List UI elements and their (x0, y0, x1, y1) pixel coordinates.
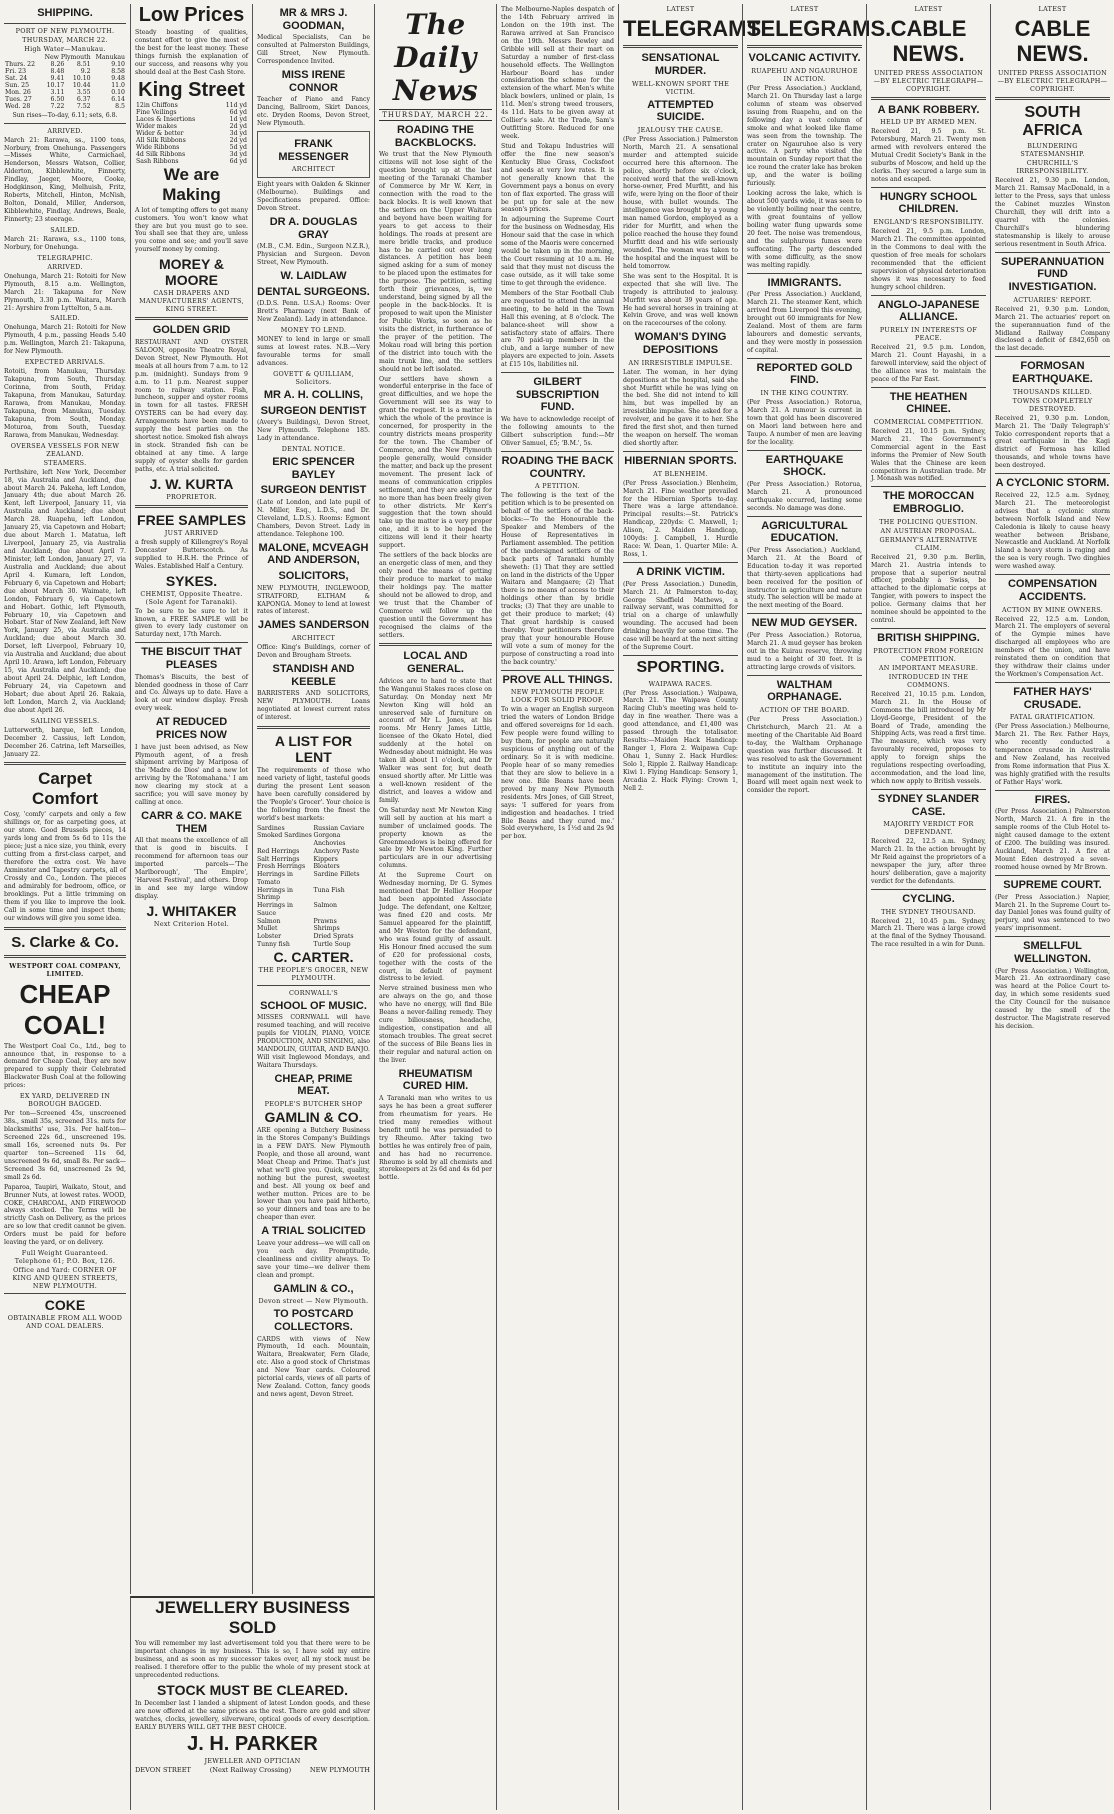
gilbert-text: We have to acknowledge receipt of the following amounts to the Gilbert subscription fund:—Mr Oliver Samuel, £5; 'B.M.', 5s. (501, 416, 614, 447)
superannuation-heading: SUPERANNUATION FUND INVESTIGATION. (1000, 255, 1105, 294)
money-signature: GOVETT & QUILLIAM, Solicitors. (273, 370, 354, 387)
steamers-heading: STEAMERS. (43, 458, 87, 467)
waltham-text: (Per Press Association.) Christchurch, March 21. At a meeting of the Charitable Aid Board to-day, the Waltham Orphanage question was further discussed. It was resolved to ask the Government to institute an inquiry into the management of the institution. The Board will meet again next week to consider the report. (747, 715, 862, 795)
back-country-sub: A PETITION. (535, 482, 580, 491)
hibernian-text: (Per Press Association.) Blenheim, March 21. Fine weather prevailed for the Hibernian Sports to-day. There was a large attendance. Principal results:—St. Patrick's Handicap, 220yds: C. Maxwell, 1; Alison, 2. Maiden Handicap, 100yds: J. Campbell, 1. Hurdle Race: W. Dean, 1. Quarter Mile: A. Ross, 1. (623, 479, 738, 559)
immigrants-text: (Per Press Association.) Auckland, March 21. The steamer Kent, which arrived from Liverpool this evening, brought out 60 immigrants for New Zealand. Most of them are farm labourers and domestic servants, and they were mostly in possession of capital. (747, 291, 862, 354)
volcanic-sub: RUAPEHU AND NGAURUHOE IN ACTION. (751, 66, 858, 83)
music-text: MISSES CORNWALL will have resumed teaching, and will receive pupils for VIOLIN, PIANO, VOICE PRODUCTION, AND SINGING, also MANDOLIN, GUITAR, AND BANJO. Will visit Inglewood Mondays, and Waitara Thursdays. (257, 1014, 370, 1069)
cable-sub: UNITED PRESS ASSOCIATION—BY ELECTRIC TELEGRAPH—COPYRIGHT. (873, 68, 984, 93)
reduced-title: AT REDUCED PRICES NOW (155, 716, 228, 741)
shipping-title: SHIPPING. (37, 7, 93, 19)
jewellery-footer: DEVON STREET (Next Railway Crossing) NEW PLYMOUTH (135, 1766, 370, 1775)
cured-heading: RHEUMATISM CURED HIM. (398, 1067, 473, 1093)
hungry-sub: ENGLAND'S RESPONSIBILITY. (873, 218, 984, 227)
sailing-text: Lutterworth, barque, left London, December 2. Cassius, left London, December 26. Catrina, left Marseilles, January 22. (4, 726, 126, 758)
list-item: 12in Chiffons 11d yd (136, 101, 247, 109)
gamlin-text: ARE opening a Butchery Business in the Stores Company's Buildings in a FEW DAYS. New Plymouth People, and those all around, want Meat Cheap and Prime. That's just what we'll give you. Quick, quality, nothing but the purest, sweetest and best. All young ox beef and wether mutton. Prices are to be lower than you have paid hitherto, so your dinners and teas are to be cheaper than ever. (257, 1127, 370, 1222)
column-cable-2 (990, 4, 1114, 1810)
hungry-text: Received 21, 9.5 p.m. London, March 21. The committee appointed in the Commons to deal with the question of free meals for scholars recommended that the efficient supervision of physical deterioration shows it was necessary to feed hungry school children. (871, 228, 986, 291)
geyser-heading: NEW MUD GEYSER. (751, 617, 858, 630)
moroccan-heading: THE MOROCCAN EMBROGLIO. (882, 490, 975, 516)
arrived-heading: ARRIVED. (47, 126, 83, 135)
compensation-text: Received 22, 12.5 a.m. London, March 21. The employers of several of the Gympie mines have discharged all employees who are members of the union, and have reinstated them on condition that they withdraw their claims under the Workmen's Compensation Act. (995, 615, 1110, 679)
sanderson-sub: ARCHITECT (291, 634, 336, 643)
prove-text: To win a wager an English surgeon tried the waters of London Bridge and offered sovereigns for 1d each. Few people were found willing to buy them, for people are naturally suspicious of anything out of the ordinary. So it is with medicine. People hear of so many remedies that they are slow to believe in a new one. Bile Beans have been proved by many New Plymouth residents. Mrs Jones, of Gill Street, says: 'I suffered for years from indigestion and headaches. I tried Bile Beans and they cured me.' Sold everywhere, 1s 1½d and 2s 9d per box. (501, 706, 614, 841)
sailed-text: March 21: Rarawa, s.s., 1100 tons, Norbury, for Onehunga. (4, 235, 126, 251)
port-heading: PORT OF NEW PLYMOUTH. (15, 26, 115, 35)
column-telegrams-2 (742, 4, 892, 1810)
supreme-court-text: (Per Press Association.) Napier, March 21. In the Supreme Court to-day Daniel Jones was found guilty of perjury, and was sentenced to two years' imprisonment. (995, 893, 1110, 933)
depositions-sub: AN IRRESISTIBLE IMPULSE. (628, 358, 733, 367)
latest-label-4: LATEST (1038, 5, 1067, 13)
cyclonic-heading: A CYCLONIC STORM. (995, 477, 1110, 490)
table-row: Thurs. 22 8.26 8.51 9.10 (5, 60, 125, 68)
geyser-text: (Per Press Association.) Rotorua, March 21. A mud geyser has broken out in the Kuirau reserve, throwing mud to a height of 30 feet. It is attracting large crowds of visitors. (747, 632, 862, 671)
earthquake-text: (Per Press Association.) Rotorua, March 21. A pronounced earthquake occurred, lasting some seconds. No damage was done. (747, 480, 862, 512)
formosan-text: Received 21, 9.30 p.m. London, March 21. The 'Daily Telegraph's' Tokio correspondent reports that a great earthquake in the Kagi district of Formosa has killed thousands, and whole towns have been destroyed. (995, 414, 1110, 470)
westport-prices: Per ton—Screened 45s, unscreened 38s., small 35s, screened 31s. nuts for blacksmiths' use, 31s. Per half-ton—Screened 22s 6d., unscreened 19s. small 16s, screened nuts 9s. Per quarter ton—Screened 11s 6d, unscreened 9s 6d, small 8s. Per sack—Screened 3s 6d, unscreened 2s 9d, small 2s 6d. (4, 1110, 126, 1181)
supreme-court-heading: SUPREME COURT. (1003, 878, 1102, 891)
table-row: Wed. 28 7.22 7.52 8.5 (5, 102, 125, 110)
jealousy-sub: JEALOUSY THE CAUSE. (637, 125, 724, 134)
hibernian-sub: AT BLENHEIM. (653, 469, 708, 478)
murder-text-2: She was sent to the Hospital. It is expected that she will live. The tragedy is attributed to jealousy. Murfitt was about 39 years of age. He had several horses in training at Kelvin Grove, and was well known on the racecourses of the colony. (623, 272, 738, 328)
tel-sailed-text: Onehunga, March 21: Rotoiti for New Plymouth, 4 p.m., passing Heads 5.40 p.m. Wellington, March 21: Takapuna, for New Plymouth. (4, 324, 126, 356)
telegraphic-heading: TELEGRAPHIC. (37, 253, 93, 262)
compensation-heading: COMPENSATION ACCIDENTS. (1007, 578, 1098, 603)
postcard-title: TO POSTCARD COLLECTORS. (273, 1308, 354, 1333)
column-telegrams-1 (618, 4, 762, 1810)
table-row: Sun. 25 10.17 10.44 11.0 (5, 81, 125, 89)
lent-text: The requirements of those who need variety of light, tasteful goods during the present Lent season have been carefully considered by the 'People's Grocer'. Your choice is the following from the finest the world's best markets: (257, 766, 370, 822)
prove-heading: PROVE ALL THINGS. (502, 673, 613, 686)
oversea-text: Perthshire, left New York, December 18, via Australia and Auckland, due about March 24. Pakeha, left London, January 4th; due about March 26. Kent, left Liverpool, January 11, via Australia and Auckland; due about March 28. Ruapehu, left London, January 25, via Capetown and Hobart; due about March 1. Matatua, left Liverpool, January 25, via Australia and Auckland; due about April 7. Minister, left London, January 27, via Australia and Auckland; due about April 4. Kumara, left London, February 6, via Capetown and Hobart; due about March 30. Waimate, left London, February 6, via Capetown and Hobart. Gothic, left Plymouth, February 10, via Capetown and Hobart. Star of New Zealand, left New York, January 25, via Australia and Auckland; due about March 30. Dorset, left Liverpool, February 10, via Australia and Auckland; due about April 10. Arawa, left London, February 15, via Australia and Auckland; due about April 24. Delphic, left London, February 24, via Capetown and Hobart; due about April 26. Rakaia, left London, March 2, via Auckland; due about April 26. (4, 468, 126, 714)
column-shipping (0, 4, 130, 1810)
news-text-3: In adjourning the Supreme Court for the business on Wednesday, His Honour said that the case in which some of the Maoris were concerned would be taken up in the morning, the Court resuming at 10 a.m. He said that they must not discuss the case outside, as it will take some time to get through the evidence. (501, 216, 614, 287)
cycling-sub: THE SYDNEY THOUSAND. (881, 907, 976, 916)
agricultural-heading: AGRICULTURAL EDUCATION. (761, 519, 848, 545)
back-country-text: The following is the text of the petition which is to be presented on behalf of the settlers of the back-blocks:—'To the Honourable the Speaker and Members of the House of Representatives in Parliament assembled. The petition of the undersigned settlers of the back parts of Taranaki humbly sheweth: (1) That they are settled on land in the districts of the Upper Waitara and Mangaere; (2) That there is no means of access to their holdings other than by bridle tracks; (3) That they are unable to get their produce to market; (4) That great hardship is caused thereby. Your petitioners therefore pray that your honourable House will vote a sum of money for the purpose of constructing a road into the back country.' (501, 492, 614, 666)
shipping-news-sub-3: INTRODUCED IN THE COMMONS. (888, 672, 969, 689)
compensation-sub: ACTION BY MINE OWNERS. (1001, 605, 1103, 614)
list-item: All Silk Ribbons 2d yd (136, 136, 247, 144)
tel-sailed-heading: SAILED. (50, 314, 80, 323)
gray-text: (M.B., C.M. Edin., Surgeon N.Z.R.), Physician and Surgeon. Devon Street, New Plymouth. (257, 243, 370, 267)
gold-sub: IN THE KING COUNTRY. (760, 388, 849, 397)
prove-sub: NEW PLYMOUTH PEOPLE LOOK FOR SOLID PROOF. (510, 688, 605, 705)
column-ads-2 (252, 4, 374, 1594)
tide-heading: High Water—Manukau. (24, 44, 106, 53)
waltham-heading: WALTHAM ORPHANAGE. (767, 678, 842, 704)
free-samples-sub: JUST ARRIVED (164, 528, 219, 537)
dental-notice: DENTAL NOTICE. (281, 445, 346, 454)
carter-sub: THE PEOPLE'S GROCER, NEW PLYMOUTH. (258, 965, 369, 982)
biscuit-title: THE BISCUIT THAT PLEASES (141, 646, 242, 671)
formosan-sub: THOUSANDS KILLED. (1012, 387, 1093, 396)
biscuit-text: Thomas's Biscuits, the best of blended goodness in those of Carr and Co. Always up to date. Have a look at our window display. Fresh every week. (135, 673, 248, 713)
laidlaw-text: (D.D.S. Penn. U.S.A.) Rooms: Over Brett's Pharmacy (next Bank of New Zealand). Lady in attendance. (257, 300, 370, 324)
volcanic-text: (Per Press Association.) Auckland, March 21. On Thursday last a large column of steam was observed issuing from Ruapehu, and on the following day a vast column of smoke and what looked like flame was seen from the township. The crater on Ngauruhoe also is very active. A party who visited the mountain on Sunday report that the ice round the crater lake has broken up, and the water is boiling furiously. (747, 84, 862, 188)
table-row: Sat. 24 9.41 10.10 9.48 (5, 74, 125, 82)
postcard-text: CARDS with views of New Plymouth, 1d each. Mountain, Waitara, Breakwater, Fern Glade, etc. Also a good stock of Christmas and New Year cards. Coloured pictorial cards, views of all parts of New Zealand. Cotton, fancy goods and news agent, Devon Street. (257, 1335, 370, 1399)
column-ads-1 (130, 4, 252, 1594)
local-text-4: Nerve strained business men who are always on the go, and those who have no energy, will find Bile Beans a never-failing remedy. They cure biliousness, headache, indigestion, constipation and all stomach troubles. The great secret of the success of Bile Beans lies in their regular and natural action on the liver. (379, 985, 492, 1064)
king-street-title: King Street (138, 78, 245, 101)
depositions-text: Later. The woman, in her dying depositions at the hospital, said she shot Murfitt while he was lying on the bed. She did not intend to kill him, but was impelled by an irresistible impulse. She asked for a revolver, and he gave it to her. She fired the first shot, and then turned the weapon on herself. The woman died shortly after. (623, 368, 738, 448)
collins-heading: SURGEON DENTIST (260, 404, 367, 417)
south-africa-heading: SOUTH AFRICA (1022, 103, 1083, 139)
gray-title: DR A. DOUGLAS GRAY (269, 216, 358, 241)
column-news (496, 4, 618, 1810)
news-text-2: Stud and Tokapu Industries will offer the fine new season's Kentucky Blue Grass, Cocksfoot and seeds at very low rates. It is not generally known that the Government pays a bonus on every ton of flax exported. The grass will be put up for sale at the new season's prices. (501, 142, 614, 214)
shipping-date: THURSDAY, MARCH 22. (22, 35, 108, 44)
messenger-title: FRANK MESSENGER (278, 138, 349, 163)
waipawa-text: (Per Press Association.) Waipawa, March 21. The Waipawa County Racing Club's meeting was held to-day in fine weather. There was a good attendance, and £1,400 was passed through the totalisator. Results:—Maiden Hack Handicap: Ranger 1, Flora 2. Waipawa Cup: Ohau 1, Sunny 2. Hack Hurdles: Solo 1, Ripple 2. Railway Handicap: Kiwi 1. Flying Handicap: Sensory 1, Arcadia 2. Hack Flying: Crown 1, Nell 2. (623, 689, 738, 792)
smellful-text: (Per Press Association.) Wellington, March 21. An extraordinary case was heard at the Police Court to-day, in which some residents sued the City Council for the nuisance caused by the smell of the destructor. The Magistrate reserved his decision. (995, 967, 1110, 1031)
free-samples-title: FREE SAMPLES (137, 511, 246, 528)
drink-heading: A DRINK VICTIM. (636, 566, 725, 579)
trial-text: Leave your address—we will call on you each day. Promptitude, cleanliness and civility always. To save your time—we deliver them clean and prompt. (257, 1239, 370, 1279)
volcanic-text-2: Looking across the lake, which is about 500 yards wide, it was seen to be violently boiling near the centre, with great fountains of yellow boiling water flung upwards some 20 feet. The noise was tremendous, and the sulphurous fumes were suffocating. The party descended with some difficulty, as the snow was melting rapidly. (747, 190, 862, 269)
standish-text: BARRISTERS AND SOLICITORS, NEW PLYMOUTH. Loans negotiated at lowest current rates of interest. (257, 690, 370, 722)
list-item: Wide Ribbons 5d yd (136, 143, 247, 151)
cycling-text: Received 21, 10.45 p.m. Sydney, March 21. There was a large crowd at the final of the Sydney Thousand. The race resulted in a win for Dunn. (871, 917, 986, 949)
cured-text: A Taranaki man who writes to us says he has been a great sufferer from rheumatism for years. He tried many remedies without benefit until he was persuaded to try Rheumo. After taking two bottles he was entirely free of pain, and has had no recurrence. Rheumo is sold by all chemists and storekeepers at 2s 6d and 4s 6d per bottle. (379, 1095, 493, 1182)
list-item: Wider makes 2d yd (136, 122, 247, 130)
latest-label-2: LATEST (790, 5, 819, 13)
sykes-sub: CHEMIST, Opposite Theatre. (Sole Agent for Taranaki). (140, 589, 243, 606)
smellful-heading: SMELLFUL WELLINGTON. (1014, 940, 1091, 965)
westport-weight: Full Weight Guaranteed. Telephone 61; P.O. Box, 126. (14, 1249, 116, 1266)
cable-title: CABLE NEWS. (890, 16, 967, 67)
laidlaw-title: W. LAIDLAW (280, 270, 347, 283)
bayley-heading: SURGEON DENTIST (260, 484, 367, 497)
alliance-sub: PURELY IN INTERESTS OF PEACE. (879, 325, 978, 342)
fires-heading: FIRES. (1034, 793, 1071, 806)
gold-text: (Per Press Association.) Rotorua, March 21. A rumour is current in town that gold has been discovered on Maori land between here and Taupo. A number of men are leaving for the locality. (747, 398, 862, 446)
fires-text: (Per Press Association.) Palmerston North, March 21. A fire in the sample rooms of the Club Hotel to-night caused damage to the extent of £200. The building was insured. Auckland, March 21. A fire at Mount Eden destroyed a seven-roomed house owned by Mr Brown. (995, 808, 1110, 871)
sporting-heading: SPORTING. (636, 659, 725, 677)
editorial-heading: ROADING THE BACKBLOCKS. (394, 124, 477, 149)
local-text-3: At the Supreme Court on Wednesday morning, Dr G. Symes mentioned that Dr Hellier Hooper had been appointed Associate Judge. The defendant, one Keltzer, was fined £20 and costs. Mr Samuel appeared for the plaintiff, and Mr Weston for the defendant, who was found guilty of assault. His Honour fined accused the sum of £20 for professional costs, together with the costs of the court, in default of payment distress to be levied. (379, 872, 492, 983)
hays-text: (Per Press Association.) Melbourne, March 21. The Rev. Father Hays, who recently conducted a temperance crusade in Australia and New Zealand, has received from Rome information that Pius X. was highly gratified with the results of Father Hays' work. (995, 723, 1110, 786)
dental-surgeons-title: DENTAL SURGEONS. (257, 285, 370, 298)
telegrams-title: TELEGRAMS (623, 16, 762, 41)
whitaker-sub: Next Criterion Hotel. (153, 919, 230, 928)
gamlin-title: GAMLIN & CO. (264, 1109, 363, 1125)
slander-heading: SYDNEY SLANDER CASE. (877, 793, 980, 818)
tel-arrived-heading: ARRIVED. (47, 262, 83, 271)
sailed-heading: SAILED. (50, 225, 80, 234)
chinee-text: Received 21, 10.15 p.m. Sydney, March 21. The Government's Commercial agent in the East informs the Premier of New South Wales that the Chinese are keen competitors in Australian trade. Mr J. Monash was notified. (871, 427, 986, 483)
jewellery-title: JEWELLERY BUSINESS SOLD (155, 1598, 350, 1637)
shipping-news-text: Received 21, 10.15 p.m. London, March 21. In the House of Commons the bill introduced by Mr Lloyd-George, President of the Board of Trade, amending the Shipping Acts, was read a first time. The measure, which was very favourably received, proposes to apply to foreign ships the regulations respecting overloading, accommodation, and the load line, which now apply to British vessels. (871, 690, 986, 786)
latest-label: LATEST (666, 5, 695, 13)
hays-sub: FATAL GRATIFICATION. (1009, 713, 1096, 722)
back-country-heading: ROADING THE BACK COUNTRY. (501, 454, 614, 480)
carr-text: All that means the excellence of all that is good in biscuits. I recommend for afternoon teas our imported parcels—'The Marlborough', 'The Empire', 'Harvest Festival', and others. Drop in and see my large window display. (135, 837, 248, 900)
robbery-sub: HELD UP BY ARMED MEN. (880, 118, 977, 127)
news-text-4: Members of the Star Football Club are requested to attend the annual meeting, to be held in the Town Hall this evening, at 8 o'clock. The balance-sheet will show a satisfactory state of affairs. There are 70 paid-up members in the club, and a large number of new players are expected to join. Assets at £15 10s, liabilities nil. (501, 289, 614, 369)
editorial-text-1: We trust that the New Plymouth citizens will not lose sight of the question brought up at the last meeting of the Taranaki Chamber of Commerce by Mr W. Kerr, in connection with the road to the back blocks. It is well known that the settlers on the Upper Waitara and beyond have been waiting for years to get access to their holdings. The roads at present are mere bridle tracks, and produce has to be carried out over long distances. A petition has been signed asking for a sum of money to be placed upon the estimates for the purpose. The petition, setting forth their grievances, is, we understand, being signed by all the people in the back-blocks. It is proposed to wait upon the Minister for Public Works, so soon as he visits the district, in furtherance of the prayer of the petition. The Mokau road will bring this portion of the district into touch with the main trunk line, and the settlers should not be left isolated. (379, 151, 492, 373)
arrived-text: March 21: Rarawa, ss., 1100 tons, Norbury, from Onehunga. Passengers—Misses White, Carmichael, Henderson, Messrs Watson, Collier, Alderton, Kibblewhite, Finnerty, Findlay, Jaeger, Moore, Cooke, Hodgkinson, King, Melhuish, Fritz, Roberts, Mitchell, Hinton, McNish, Bolton, Donald, Miller, Anderson, Kibblewhite, Findlay, Andrews, Beale, Finnerty; 23 steerage. (4, 136, 126, 223)
superannuation-sub: ACTUARIES' REPORT. (1013, 295, 1092, 304)
slander-sub: MAJORITY VERDICT FOR DEFENDANT. (883, 820, 974, 837)
drink-text: (Per Press Association.) Dunedin, March 21. At Palmerston to-day, George Sheffield Mathews, a railway servant, was committed for trial on a charge of unlawfully wounding. The accused had been drinking heavily for some time. The case will be heard at the next sitting of the Supreme Court. (623, 580, 738, 652)
carr-title: CARR & CO. MAKE THEM (141, 810, 242, 835)
volcanic-heading: VOLCANIC ACTIVITY. (748, 52, 861, 65)
carpet-text: Cosy, 'comfy' carpets and only a few shillings or, for as carpeting goes, at our store. Good Brussels pieces, 14 yards long and from 5s 6d to 11s the piece; just a nice size, you think, every cutting from a first-class carpet, and therefore the extra cost. We have Axminster and Tapestry carpets, all of Crossly and Co., London. The pieces and admirably for bedroom, office, or brooklings. Put a little trimming on them if you like to improve the look. Call in some time and inspect them; our windows will give you some idea. (4, 811, 126, 922)
tide-table: New Plymouth Manukau Thurs. 22 8.26 8.51 9.10 Fri. 23 8.48 9.2 8.58 Sat. 24 9.41 10.10 9.48 Sun. 25 10.17 10.44 11.0 Mon. 26 3.11 3.55 0.10 Tues. 27 6.50 6.37 6.14 Wed. 28 7.22 7.52 8.5 (5, 53, 125, 110)
moroccan-text: Received 21, 9.30 p.m. Berlin, March 21. Austria intends to propose that a superior neutral officer, probably a Swiss, be attached to the diplomatic corps at Tangier, with powers to inspect the police. Germany claims that her nominee should be appointed to the control. (871, 553, 986, 625)
murder-sub: WELL-KNOWN SPORT THE VICTIM. (631, 79, 730, 96)
kurta-sub: PROPRIETOR. (166, 492, 217, 501)
making-title: We are Making (162, 164, 221, 204)
golden-grid-title: GOLDEN GRID (152, 324, 231, 337)
gamlin2-title: GAMLIN & CO., (273, 1282, 354, 1295)
carpet-title: Carpet Comfort (31, 769, 99, 809)
messenger-ad (257, 131, 370, 178)
coke-sub: OBTAINABLE FROM ALL WOOD AND COAL DEALERS. (7, 1314, 123, 1331)
carter-title: C. CARTER. (273, 948, 354, 965)
list-item: Fine Veilings 6d yd (136, 108, 247, 116)
shipping-news-heading: BRITISH SHIPPING. (877, 632, 980, 645)
morey-title: MOREY & MOORE (158, 256, 225, 289)
morey-sub: CASH DRAPERS AND MANUFACTURERS' AGENTS, KING STREET. (139, 289, 244, 314)
low-prices-title: Low Prices (138, 4, 245, 26)
latest-label-3: LATEST (914, 5, 943, 13)
shipping-news-sub: PROTECTION FROM FOREIGN COMPETITION. (873, 646, 984, 663)
hungry-heading: HUNGRY SCHOOL CHILDREN. (879, 190, 978, 216)
tel-arrived-text: Onehunga, March 21: Rotoiti for New Plymouth, 8.15 a.m. Wellington, March 21: Takapuna for New Plymouth, 3.30 p.m. Waitara, March 21: Ayrshire from Lyttelton, 5 a.m. (4, 272, 126, 312)
money-heading: MONEY TO LEND. (280, 326, 347, 335)
music-heading: CORNWALL'S (288, 988, 339, 997)
cyclonic-text: Received 22, 12.5 a.m. Sydney, March 21. The meteorologist advises that a cyclonic storm between Norfolk Island and New Caledonia is likely to cause heavy weather between Brisbane, Newcastle and Auckland. At Norfolk Island a heavy storm is raging and the sea is very rough. Two dinghies were washed away. (995, 491, 1110, 571)
malone-title: MALONE, MCVEAGH AND ANDERSON, (258, 541, 369, 567)
trial-title: A TRIAL SOLICITED (261, 1225, 366, 1238)
sykes-title: SYKES. (165, 572, 218, 589)
jewellery-ad (130, 1596, 374, 1810)
table-row: Mon. 26 3.11 3.55 0.10 (5, 88, 125, 96)
immigrants-heading: IMMIGRANTS. (767, 276, 842, 289)
malone-text: NEW PLYMOUTH, INGLEWOOD, STRATFORD, ELTHAM & KAPONGA. Money to lend at lowest rates of interest. (257, 584, 370, 616)
news-text-1: The Melbourne-Naples despatch of the 14th February arrived in London on the 19th inst. The Rarawa arrived at San Francisco on the 19th. Messrs Bewley and Gribble will sell at their mart on Saturday a number of first-class household effects. The Wellington Harbour Board has under consideration the scheme for the extension of the wharf. Men's white black bowlers, unlined or plain, 1s 11d. Men's strong tweed trousers, 4s 11d. Hats to be given away at Collier's sale. At the Trade, Sam's Outfitting Store. Reduced for one week. (501, 6, 614, 140)
slander-text: Received 22, 12.5 a.m. Sydney, March 21. In the action brought by Mr Reid against the proprietors of a newspaper the jury, after three hours' deliberation, gave a majority verdict for the defendants. (871, 838, 986, 885)
bayley-title: ERIC SPENCER BAYLEY (272, 456, 355, 481)
jewellery-text-2: In December last I landed a shipment of latest London goods, and these are now offered at the same prices as the rest. There are gold and silver watches, clocks, jewellery, silverware, optical goods of every description. EARLY BUYERS WILL GET THE BEST CHOICE. (135, 1699, 370, 1731)
chinee-sub: COMMERCIAL COMPETITION. (873, 417, 984, 426)
table-row: Tues. 27 6.50 6.37 6.14 (5, 95, 125, 103)
expected-heading: EXPECTED ARRIVALS. (24, 358, 106, 367)
low-prices-text: Steady boasting of qualities, constant effort to give the most of the best for the least money. These things furnish the explanation of our success, and reasons why you should deal at the Best Cash Store. (135, 29, 248, 76)
cycling-heading: CYCLING. (902, 892, 955, 905)
sanderson-text: Office: King's Buildings, corner of Devon and Brougham Streets. (257, 644, 370, 659)
lent-title: A LIST FOR LENT (274, 732, 353, 765)
formosan-sub-2: TOWNS COMPLETELY DESTROYED. (1012, 396, 1093, 413)
cable-sub-2: UNITED PRESS ASSOCIATION—BY ELECTRIC TELEGRAPH—COPYRIGHT. (997, 68, 1108, 93)
murder-text: (Per Press Association.) Palmerston North, March 21. A sensational murder and attempted suicide occurred here this afternoon. The police, shortly before six o'clock, received word that the well-known horse-owner, Fred Murfitt, and his wife, were lying on the floor of their house, with bullet wounds. The intelligence was brought by a young man named Gordon, employed as a rider for Murfitt, and when the police reached the house they found Murfitt dead and his wife seriously wounded. The woman was taken to the hospital and the inquest will be held tomorrow. (623, 135, 738, 270)
gilbert-heading: GILBERT SUBSCRIPTION FUND. (515, 376, 600, 414)
masthead: The Daily News (392, 8, 479, 107)
local-text-1: Advices are to hand to state that the Wanganui Stakes races close on Saturday. On Monday next Mr Newton King will hold an unreserved sale of furniture on account of Mr L. Jones, at his rooms. Mr Henry James Little, licensee of the Okato Hotel, died suddenly at the hotel on Wednesday about midnight. He was taken ill about 11 o'clock, and Dr Walker was sent for, but death ensued shortly after. Mr Little was a well-known resident of the district, and leaves a widow and family. (379, 677, 492, 804)
murder-heading: SENSATIONAL MURDER. (641, 52, 720, 77)
south-africa-sub: BLUNDERING STATESMANSHIP. (1020, 142, 1085, 159)
moroccan-sub-2: AN AUSTRIAN PROPOSAL. (880, 526, 977, 535)
local-general-heading: LOCAL AND GENERAL. (403, 650, 468, 676)
connor-title: MISS IRENE CONNOR (281, 69, 346, 94)
westport-text: The Westport Coal Co., Ltd., beg to announce that, in response to a demand for Cheap Coal, they are now prepared to supply their Celebrated Blackwater Bush Coal at the following prices: (4, 1042, 126, 1090)
alliance-text: Received 21, 9.5 p.m. London, March 21. Count Hayashi, in a farewell interview, said the object of the alliance was to maintain the peace of the Far East. (871, 343, 986, 383)
expected-text: Rotoiti, from Manukau, Thursday. Takapuna, from South, Thursday. Corinna, from South, Friday. Takapuna, from Manukau, Saturday. Rarawa, from Manukau, Monday. Takapuna, from Manukau, Tuesday. Takapuna, from South, Monday. Moturoa, from South, Tuesday. Rarawa, from Manukau, Wednesday. (4, 368, 126, 439)
telegrams-title-2: TELEGRAMS. (747, 16, 892, 41)
editorial-text-2: Our settlers have shown a wonderful enterprise in the face of great difficulties, and we hope the Government will see its way to grant the request. It is a matter in which the whole of the province is concerned, for prosperity in the country districts means prosperity for the town. The Chamber of Commerce, and the New Plymouth people generally, would consider the matter, and back up the present movement. The present lack of means of communication cripples settlement, and they are asking for no more than has been freely given to other districts. Mr Kerr's suggestion that the town should take up the matter is a very proper one, and it is to be hoped the citizens will lend it their hearty support. (379, 375, 492, 550)
collins-title: MR A. H. COLLINS, (263, 389, 364, 402)
shipping-news-sub-2: AN IMPORTANT MEASURE. (878, 663, 979, 672)
connor-text: Teacher of Piano and Fancy Dancing, Ballroom, Skirt Dances, etc. Dryden Rooms, Devon Street, New Plymouth. (257, 96, 370, 128)
bayley-text: (Late of London, and late pupil of N. Miller, Esq., L.D.S., and Dr. Cleveland, L.D.S.). Rooms: Egmont Chambers, Devon Street. Lady in attendance. Telephone 100. (257, 499, 370, 538)
westport-extra: Paparoa, Taupiri, Waikato, Stout, and Brunner Nuts, at lowest rates. WOOD, COKE, CHARCOAL, AND FIREWOOD always stocked. The Terms will be strictly Cash on Delivery, as the prices are so low that credit cannot be given. Orders must be paid for before leaving the yard, or on delivery. (4, 1183, 126, 1247)
clarke-title: S. Clarke & Co. (11, 933, 119, 951)
hays-heading: FATHER HAYS' CRUSADE. (1013, 686, 1092, 711)
parker-title: J. H. PARKER (187, 1733, 318, 1756)
oversea-heading: OVERSEA VESSELS FOR NEW ZEALAND. (10, 441, 120, 458)
westport-yard: EX YARD, DELIVERED IN BOROUGH BAGGED. (19, 1092, 111, 1109)
reduced-text: I have just been advised, as New Plymouth agent, of a fresh shipment arriving by Mariposa of the 'Madre de Dios' and a new lot arriving by the 'Rotomahana.' I am now clearing my stock at a sacrifice; you will save money by calling at once. (135, 743, 248, 807)
parker-sub: JEWELLER AND OPTICIAN (204, 1757, 301, 1766)
sykes-text: To be sure to be sure to let it known, a FREE SAMPLE will be given to every lady customer on Saturday next, 17th March. (135, 607, 248, 639)
alliance-heading: ANGLO-JAPANESE ALLIANCE. (877, 298, 980, 324)
suicide-heading: ATTEMPTED SUICIDE. (647, 98, 714, 124)
sun-times: Sun rises—To-day, 6.11; sets, 6.8. (12, 111, 118, 119)
goodman-title: MR & MRS J. GOODMAN, (279, 7, 348, 32)
depositions-heading: WOMAN'S DYING DEPOSITIONS (634, 331, 727, 356)
robbery-text: Received 21, 9.5 p.m. St. Petersburg, March 21. Twenty men armed with revolvers entered the Mutual Credit Society's Bank in the suburbs of Moscow, and held up the clerks. They secured a large sum in notes and escaped. (871, 128, 986, 183)
gold-heading: REPORTED GOLD FIND. (756, 361, 853, 387)
lent-items: Sardines Russian Caviare Smoked Sardines Gorgona Anchovies Red Herrings Anchovy Paste Salt Herrings Kippers Fresh Herrings Bloaters Herrings in Tomato Sardine Fillets Herrings in Shrimp Tuna Fish Herrings in Sauce Salmon Salmon Prawns Mullet Shrimps Lobster Dried Sprats Tunny fish Turtle Soup (257, 824, 365, 948)
goodman-text: Medical Specialists, Can be consulted at Palmerston Buildings, Gill Street, New Plymouth. Correspondence Invited. (257, 34, 370, 66)
list-item: Sash Ribbons 6d yd (136, 157, 247, 165)
golden-grid-text: RESTAURANT AND OYSTER SALOON, opposite Theatre Royal, Devon Street, New Plymouth. Hot meals at all hours from 7 a.m. to 12 p.m. (midnight). Sundays from 9 a.m. to 11 p.m. Nearest supper room to railway station. Fish, luncheon, supper and oyster rooms in town for all tastes. FRESH OYSTERS can be had every day. Arrangements have been made to supply the best parties on the shortest notice. Smoked fish always in stock. Stranded fish can be obtained at any time. A large supply of oyster shells for garden paths, etc. A trial solicited. (135, 338, 248, 473)
south-africa-sub-2: CHURCHILL'S IRRESPONSIBILITY. (1016, 159, 1089, 176)
waipawa-sub: WAIPAWA RACES. (648, 679, 713, 688)
messenger-sub: ARCHITECT (291, 165, 336, 174)
moroccan-sub: THE POLICING QUESTION. (879, 517, 978, 526)
messenger-text: Eight years with Oakden & Skinner (Melbourne). Buildings and Specifications prepared. Office: Devon Street. (257, 181, 370, 213)
stock-title: STOCK MUST BE CLEARED. (156, 1681, 349, 1698)
price-list (135, 102, 248, 165)
money-text: MONEY to lend in large or small sums at lowest rates. N.B.—Very favourable terms for small advances. (257, 336, 370, 368)
meat-title: CHEAP, PRIME MEAT. (274, 1072, 353, 1098)
waltham-sub: ACTION OF THE BOARD. (759, 705, 850, 714)
standish-title: STANDISH AND KEEBLE (272, 662, 355, 688)
moroccan-sub-3: GERMANY'S ALTERNATIVE CLAIM. (879, 535, 978, 552)
kurta-title: J. W. KURTA (149, 475, 234, 492)
hibernian-heading: HIBERNIAN SPORTS. (624, 455, 737, 468)
editorial-text-3: The settlers of the back blocks are an energetic class of men, and they only need the means of getting their produce to market to make their holdings pay. The matter should not be allowed to drop, and we trust that the Chamber of Commerce will follow up the question until the Government has recognised the claims of the settlers. (379, 552, 492, 639)
superannuation-text: Received 21, 9.30 p.m. London, March 21. The actuaries' report on the superannuation fund of the Midland Railway Company disclosed a deficit of £842,650 on the last decade. (995, 305, 1110, 353)
sailing-heading: SAILING VESSELS. (30, 716, 100, 725)
formosan-heading: FORMOSAN EARTHQUAKE. (1012, 360, 1093, 385)
list-item: Wider & better 3d yd (136, 129, 247, 137)
cable-title-2: CABLE NEWS. (1014, 16, 1091, 67)
coke-title: COKE (44, 1297, 86, 1314)
list-item: 4d Silk Ribbons 3d yd (136, 150, 247, 158)
edition-date: THURSDAY, MARCH 22. (379, 109, 492, 121)
malone-heading: SOLICITORS, (278, 570, 349, 583)
column-cable-1 (866, 4, 990, 1810)
list-item: Laces & Insertions 1d yd (136, 115, 247, 123)
westport-office: Office and Yard: CORNER OF KING AND QUEEN STREETS, NEW PLYMOUTH. (12, 1266, 118, 1291)
local-text-2: On Saturday next Mr Newton King will sell by auction at his mart a number of unclaimed goods. The property known as the Greenmeadows is being offered for sale by Mr Newton King. Further particulars are in our advertising columns. (379, 806, 492, 870)
robbery-heading: A BANK ROBBERY. (877, 103, 980, 116)
music-title: SCHOOL OF MUSIC. (260, 999, 367, 1012)
meat-sub: PEOPLE'S BUTCHER SHOP (264, 1100, 363, 1108)
agricultural-text: (Per Press Association.) Auckland, March 21. At the Board of Education to-day it was reported that thirty-seven applications had been received for the position of instructor in agriculture and nature study. The selection will be made at the next meeting of the Board. (747, 546, 862, 610)
chinee-heading: THE HEATHEN CHINEE. (889, 390, 968, 416)
south-africa-text: Received 21, 9.30 p.m. London, March 21. Ramsay MacDonald, in a letter to the Press, says that unless the Cabinet muzzles Winston Churchill, they will drift into a quarrel with the colonies. Churchill's blundering statesmanship is likely to arouse serious resentment in South Africa. (995, 177, 1110, 248)
gamlin2-sub: Devon street — New Plymouth. (258, 1297, 369, 1306)
column-editorial (374, 4, 496, 1810)
earthquake-heading: EARTHQUAKE SHOCK. (765, 453, 844, 479)
jewellery-text: You will remember my last advertisement told you that there were to be important changes in my business. This is so, I have sold my entire business, and as soon as my successor takes over, all my stock must be realised. I therefore offer to the public the whole of my present stock at unprecedented reductions. (135, 1640, 370, 1679)
cheap-coal-title: CHEAP COAL! (19, 978, 111, 1040)
making-text: A lot of tempting offers to get many customers. You won't know what they are but you must go to see. You shall see that they are, unless you come and see; and you'll save yourself money by coming. (135, 206, 248, 254)
westport-title: WESTPORT COAL COMPANY, LIMITED. (9, 961, 121, 978)
whitaker-title: J. WHITAKER (146, 902, 237, 919)
table-row: Fri. 23 8.48 9.2 8.58 (5, 67, 125, 75)
free-samples-text: a fresh supply of Killengrey's Royal Doncaster Butterscotch. As supplied to H.R.H. the Prince of Wales. Established Half a Century. (135, 538, 248, 570)
collins-text: (Avery's Buildings), Devon Street, New Plymouth. Telephone 185. Lady in attendance. (257, 419, 370, 443)
sanderson-title: JAMES SANDERSON (257, 619, 370, 632)
